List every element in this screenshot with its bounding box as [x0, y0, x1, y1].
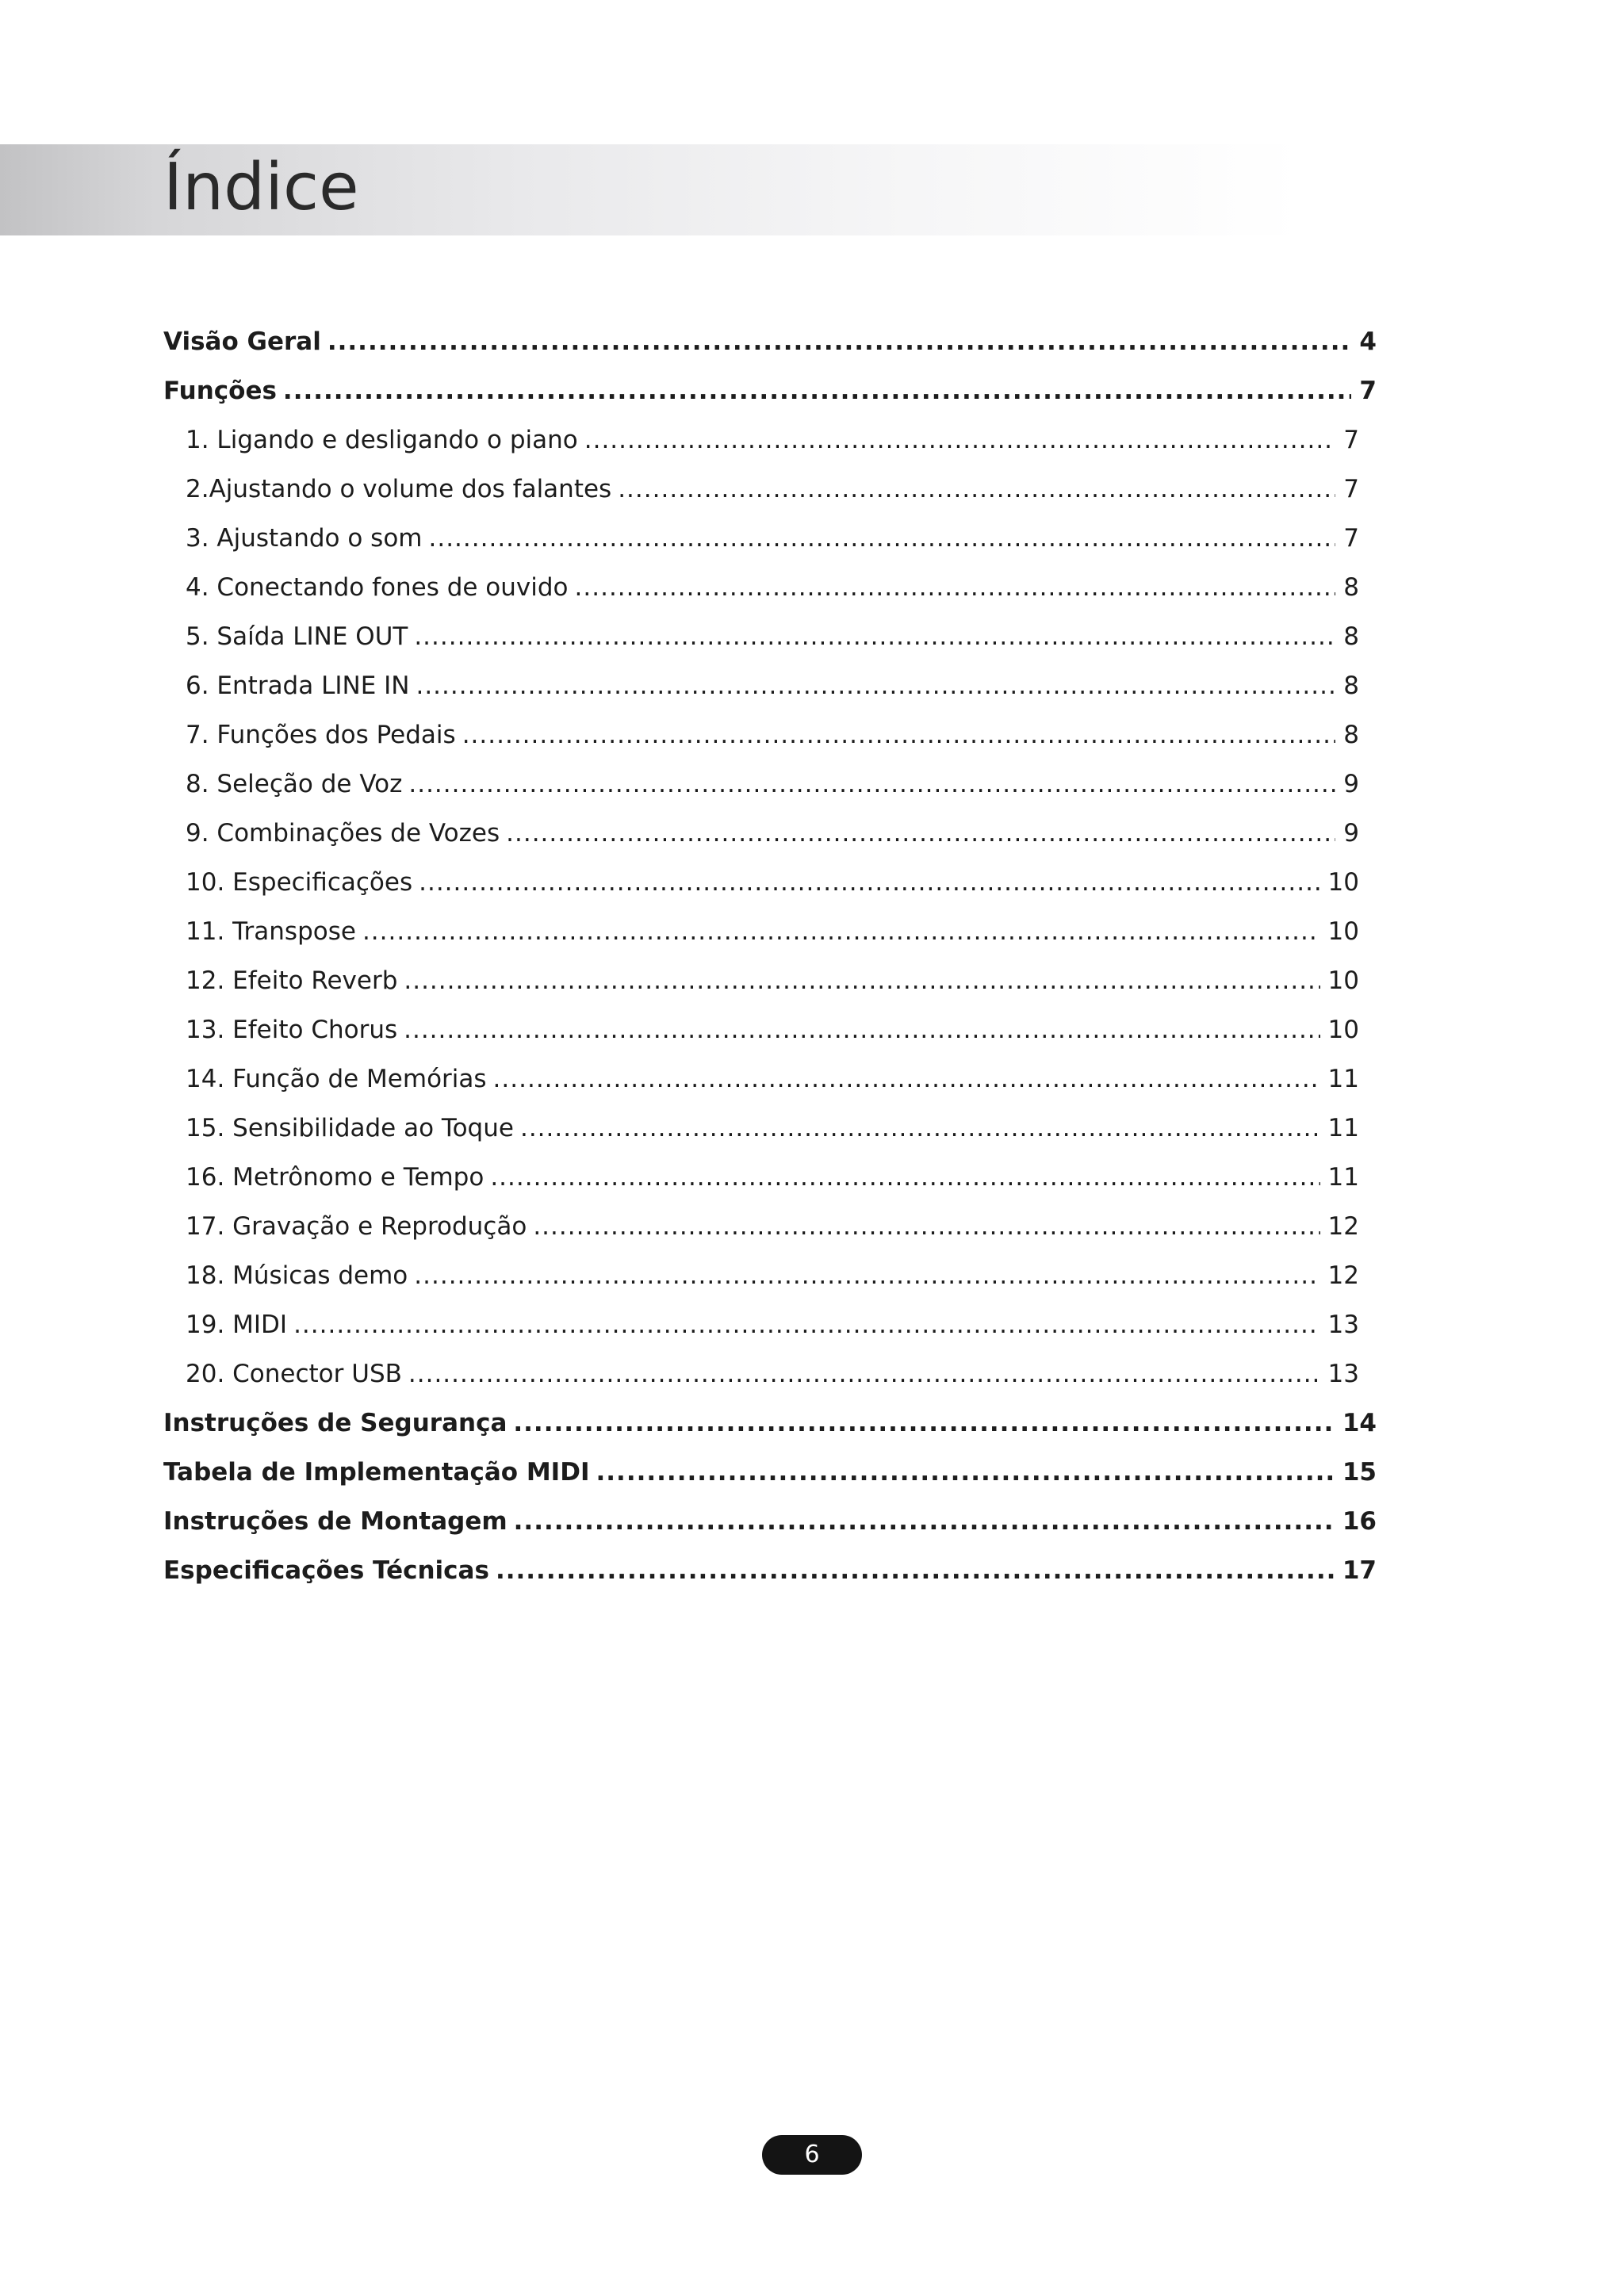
toc-entry-label: 15. Sensibilidade ao Toque	[186, 1114, 514, 1142]
toc-dot-leader	[490, 1153, 1320, 1202]
toc-section-entry[interactable]	[163, 1399, 1377, 1448]
toc-entry-page-number: 9	[1343, 819, 1359, 848]
page-number: 6	[762, 2135, 862, 2175]
toc-subsection-entry[interactable]	[163, 1104, 1359, 1153]
toc-subsection-entry[interactable]	[163, 1153, 1359, 1202]
toc-entry-label: 5. Saída LINE OUT	[186, 622, 408, 651]
toc-dot-leader	[520, 1104, 1320, 1153]
toc-dot-leader	[496, 1546, 1335, 1595]
toc-entry-page-number: 14	[1342, 1409, 1377, 1437]
toc-entry-label: Especificações Técnicas	[163, 1556, 489, 1585]
toc-subsection-entry[interactable]	[163, 1005, 1359, 1054]
toc-section-entry[interactable]	[163, 317, 1377, 366]
toc-dot-leader	[419, 858, 1320, 907]
toc-entry-page-number: 16	[1342, 1507, 1377, 1536]
toc-dot-leader	[596, 1448, 1334, 1497]
toc-entry-label: Tabela de Implementação MIDI	[163, 1458, 590, 1487]
toc-entry-label: 20. Conector USB	[186, 1360, 402, 1388]
toc-entry-page-number: 10	[1327, 917, 1359, 946]
toc-section-entry[interactable]	[163, 1448, 1377, 1497]
toc-entry-page-number: 13	[1327, 1311, 1359, 1339]
toc-subsection-entry[interactable]	[163, 907, 1359, 956]
toc-subsection-entry[interactable]	[163, 858, 1359, 907]
toc-entry-label: 2.Ajustando o volume dos falantes	[186, 475, 612, 503]
toc-dot-leader	[362, 907, 1320, 956]
toc-entry-page-number: 12	[1327, 1212, 1359, 1241]
toc-entry-page-number: 13	[1327, 1360, 1359, 1388]
toc-subsection-entry[interactable]	[163, 563, 1359, 612]
toc-subsection-entry[interactable]	[163, 1251, 1359, 1300]
toc-section-entry[interactable]	[163, 1497, 1377, 1546]
toc-dot-leader	[327, 317, 1352, 366]
toc-entry-page-number: 8	[1343, 721, 1359, 749]
toc-entry-page-number: 17	[1342, 1556, 1377, 1585]
toc-dot-leader	[408, 760, 1335, 809]
toc-dot-leader	[414, 612, 1335, 661]
toc-subsection-entry[interactable]	[163, 1349, 1359, 1399]
toc-entry-page-number: 15	[1342, 1458, 1377, 1487]
toc-entry-label: 7. Funções dos Pedais	[186, 721, 456, 749]
page-title: Índice	[163, 150, 359, 225]
toc-dot-leader	[416, 661, 1335, 710]
toc-entry-label: 4. Conectando fones de ouvido	[186, 573, 569, 602]
toc-subsection-entry[interactable]	[163, 514, 1359, 563]
toc-dot-leader	[462, 710, 1336, 760]
toc-entry-label: 3. Ajustando o som	[186, 524, 423, 553]
toc-subsection-entry[interactable]	[163, 465, 1359, 514]
toc-entry-label: Instruções de Segurança	[163, 1409, 508, 1437]
toc-dot-leader	[506, 809, 1335, 858]
toc-section-entry[interactable]	[163, 1546, 1377, 1595]
toc-entry-page-number: 7	[1359, 377, 1377, 405]
toc-subsection-entry[interactable]	[163, 1054, 1359, 1104]
toc-subsection-entry[interactable]	[163, 612, 1359, 661]
toc-dot-leader	[404, 956, 1320, 1005]
toc-entry-page-number: 10	[1327, 1016, 1359, 1044]
toc-entry-page-number: 8	[1343, 573, 1359, 602]
table-of-contents	[163, 317, 1377, 1595]
toc-entry-label: 12. Efeito Reverb	[186, 966, 398, 995]
toc-section-entry[interactable]	[163, 366, 1377, 415]
toc-dot-leader	[404, 1005, 1320, 1054]
toc-entry-page-number: 8	[1343, 672, 1359, 700]
toc-dot-leader	[283, 366, 1352, 415]
toc-dot-leader	[428, 514, 1335, 563]
toc-subsection-entry[interactable]	[163, 415, 1359, 465]
toc-dot-leader	[493, 1054, 1320, 1104]
toc-entry-label: Instruções de Montagem	[163, 1507, 508, 1536]
toc-entry-page-number: 9	[1343, 770, 1359, 798]
toc-entry-label: 11. Transpose	[186, 917, 356, 946]
toc-subsection-entry[interactable]	[163, 760, 1359, 809]
toc-dot-leader	[533, 1202, 1320, 1251]
toc-entry-label: Funções	[163, 377, 277, 405]
toc-entry-label: 14. Função de Memórias	[186, 1065, 487, 1093]
toc-entry-label: 18. Músicas demo	[186, 1261, 408, 1290]
toc-dot-leader	[618, 465, 1335, 514]
toc-entry-page-number: 10	[1327, 966, 1359, 995]
toc-entry-page-number: 7	[1343, 524, 1359, 553]
toc-dot-leader	[575, 563, 1336, 612]
toc-entry-label: Visão Geral	[163, 327, 321, 356]
toc-entry-page-number: 7	[1343, 475, 1359, 503]
toc-entry-label: 8. Seleção de Voz	[186, 770, 403, 798]
toc-entry-label: 17. Gravação e Reprodução	[186, 1212, 527, 1241]
toc-entry-label: 6. Entrada LINE IN	[186, 672, 410, 700]
toc-dot-leader	[408, 1349, 1320, 1399]
toc-entry-page-number: 4	[1359, 327, 1377, 356]
toc-dot-leader	[414, 1251, 1320, 1300]
toc-subsection-entry[interactable]	[163, 710, 1359, 760]
toc-entry-page-number: 11	[1327, 1065, 1359, 1093]
toc-entry-page-number: 11	[1327, 1163, 1359, 1192]
toc-entry-label: 19. MIDI	[186, 1311, 288, 1339]
toc-entry-label: 10. Especificações	[186, 868, 413, 897]
toc-dot-leader	[513, 1399, 1334, 1448]
toc-dot-leader	[293, 1300, 1320, 1349]
toc-subsection-entry[interactable]	[163, 956, 1359, 1005]
toc-subsection-entry[interactable]	[163, 1202, 1359, 1251]
toc-entry-page-number: 11	[1327, 1114, 1359, 1142]
toc-subsection-entry[interactable]	[163, 661, 1359, 710]
toc-entry-label: 16. Metrônomo e Tempo	[186, 1163, 485, 1192]
toc-entry-page-number: 7	[1343, 426, 1359, 454]
toc-dot-leader	[584, 415, 1336, 465]
toc-entry-label: 1. Ligando e desligando o piano	[186, 426, 578, 454]
toc-entry-page-number: 8	[1343, 622, 1359, 651]
toc-entry-label: 13. Efeito Chorus	[186, 1016, 398, 1044]
toc-subsection-entry[interactable]	[163, 1300, 1359, 1349]
toc-subsection-entry[interactable]	[163, 809, 1359, 858]
toc-entry-page-number: 12	[1327, 1261, 1359, 1290]
toc-entry-label: 9. Combinações de Vozes	[186, 819, 500, 848]
toc-entry-page-number: 10	[1327, 868, 1359, 897]
toc-dot-leader	[514, 1497, 1335, 1546]
